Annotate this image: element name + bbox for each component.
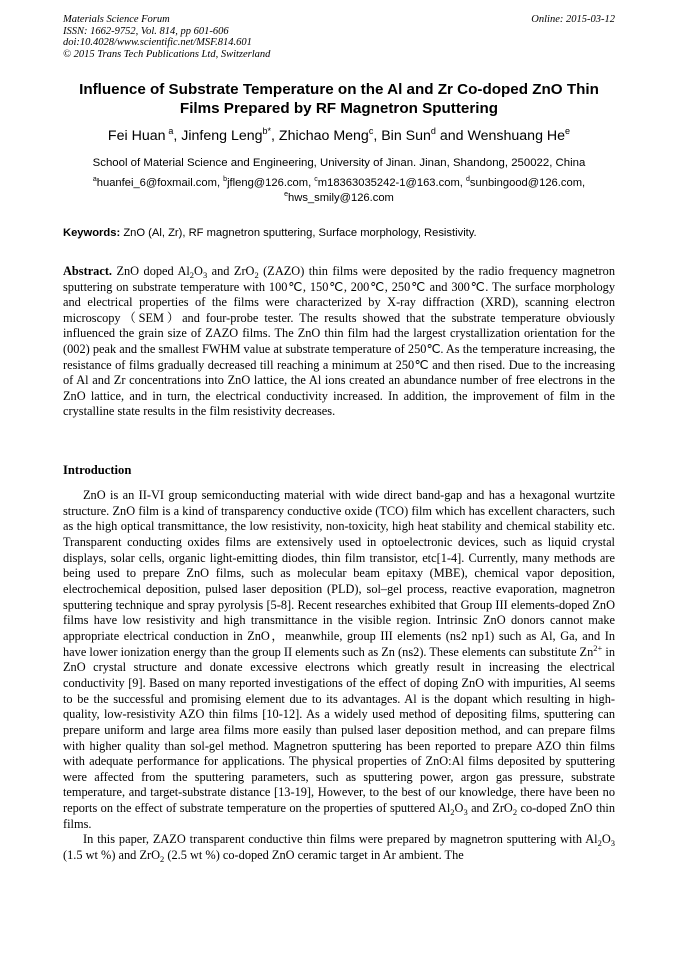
email-entry[interactable]: $^d$sunbingood@126.com,: [466, 176, 586, 189]
section-heading-introduction: Introduction: [63, 463, 132, 477]
online-date: Online: 2015-03-12: [531, 14, 615, 25]
author: Wenshuang He$^e$: [467, 126, 571, 144]
author: Bin Sun$^d$ and: [381, 126, 468, 144]
abstract: Abstract. ZnO doped $Al_2O_3$ and ZrO$_2$ (ZAZO) thin films were deposited by the radio frequency magnetron sputtering on substrate temperature with 100℃, 150℃, 200℃, 250℃ and 300℃. The surface morphology and electrical properties of the films were characterized by X-ray diffraction (XRD), scanning electron microscopy（SEM）and four-probe tester. The results showed that the substrate temperature obviously influenced the grain size of ZAZO films. The ZnO thin film had the largest crystallization orientation for the (002) peak and the smallest FWHM value at substrate temperature of 250℃. As the temperature increasing, the resistance of films gradually decreased till reaching a minimum at 250℃ and then rised. Due to the increasing of Al and Zr concentrations into ZnO lattice, the Al ions created an abundance number of free electrons in the ZnO lattice, and in turn, the electrical conductivity increased. In addition, the improvement of film in the crystalline state results in the film resistivity decreases.: [63, 264, 615, 419]
author: Jinfeng Leng$^{b*}$,: [181, 126, 279, 144]
keywords-text: ZnO (Al, Zr), RF magnetron sputtering, Surface morphology, Resistivity.: [123, 227, 477, 239]
author: Zhichao Meng$^c$,: [278, 126, 382, 144]
author: Fei Huan $^a$,: [107, 126, 182, 144]
email-entry[interactable]: $^b$jfleng@126.com,: [223, 176, 315, 189]
paragraph: In this paper, ZAZO transparent conductive thin films were prepared by magnetron sputtering with $Al_2O_3$ (1.5 wt %) and ZrO$_2$ (2.5 wt %) co-doped ZnO ceramic target in Ar ambient. The: [63, 832, 615, 865]
issn-line: ISSN: 1662-9752, Vol. 814, pp 601-606: [63, 25, 229, 37]
email-entry[interactable]: $^c$m18363035242-1@163.com,: [314, 176, 466, 189]
doi-line[interactable]: doi:10.4028/www.scientific.net/MSF.814.601: [63, 37, 252, 49]
paragraph: ZnO is an II-VI group semiconducting material with wide direct band-gap and has a hexagonal wurtzite structure. ZnO film is a kind of transparency conductive oxide (TCO) film which has excellent characters, such as the high optical transmittance, the low resistivity, non-toxicity, high heat stability and chemical stability etc. Transparent conducting oxides films are extensively used in optoelectronic devices, such as liquid crystal displays, solar cells, organic light-emitting diodes, thin film transistor, etc[1-4]. Currently, many methods are being used to prepare ZnO films, such as molecular beam epitaxy (MBE), chemical vapor deposition, electrochemical deposition, pulsed laser deposition (PLD), sol–gel process, reactive evaporation, magnetron sputtering technique and spray pyrolysis [5-8]. Recent researches exhibited that Group III elements-doped ZnO films have low resistivity and high transmittance in the visible region. Intrinsic ZnO donors cannot make appropriate electrical conduction in ZnO，meanwhile, group III elements (ns2 np1) such as Al, Ga, and In have lower ionization energy than the group II elements such as Zn (ns2). These elements can substitute $Zn^{2+}$ in ZnO crystal structure and donate excessive electrons which greatly result in increasing the electrical conductivity [9]. Based on many reported investigations of the effect of doping ZnO with impurities, Al seems to be the successful and promising element due to its advantages. Al is the dopant which resulting in high-quality, low-resistivity AZO thin films [10-12]. As a widely used method of depositing films, sputtering can prepare uniform and large area films more easily than pulsed laser deposition method, and can prepare films with higher quality than sol-gel method. Magnetron sputtering has been reported to prepare AZO thin films with adequate performance for applications. The physical properties of ZnO:Al films deposited by sputtering were affected from the sputtering parameters, such as sputtering power, argon gas pressure, substrate temperature, and target-substrate distance [13-19], However, to the best of our knowledge, there have been no reports on the effect of substrate temperature on the properties of sputtered $Al_2O_3$ and ZrO$_2$ co-doped ZnO thin films.: [63, 488, 616, 831]
email-entry[interactable]: $^e$hws_smily@126.com: [284, 191, 394, 204]
introduction-body: [63, 488, 615, 864]
email-list: [40, 176, 638, 206]
author-list: [40, 127, 638, 145]
affiliation: School of Material Science and Engineering, University of Jinan. Jinan, Shandong, 250022, China: [92, 157, 586, 169]
paper-title: Influence of Substrate Temperature on the Al and Zr Co-doped ZnO Thin Films Prepared by RF Magnetron Sputtering: [79, 81, 599, 117]
journal-name: Materials Science Forum: [63, 14, 170, 25]
email-entry[interactable]: $^a$huanfei_6@foxmail.com,: [92, 176, 224, 189]
copyright-line: © 2015 Trans Tech Publications Ltd, Switzerland: [63, 48, 271, 60]
keywords-label: Keywords:: [63, 227, 121, 239]
journal-header: [63, 14, 615, 60]
keywords: [63, 226, 615, 240]
abstract-label: Abstract.: [63, 264, 113, 278]
